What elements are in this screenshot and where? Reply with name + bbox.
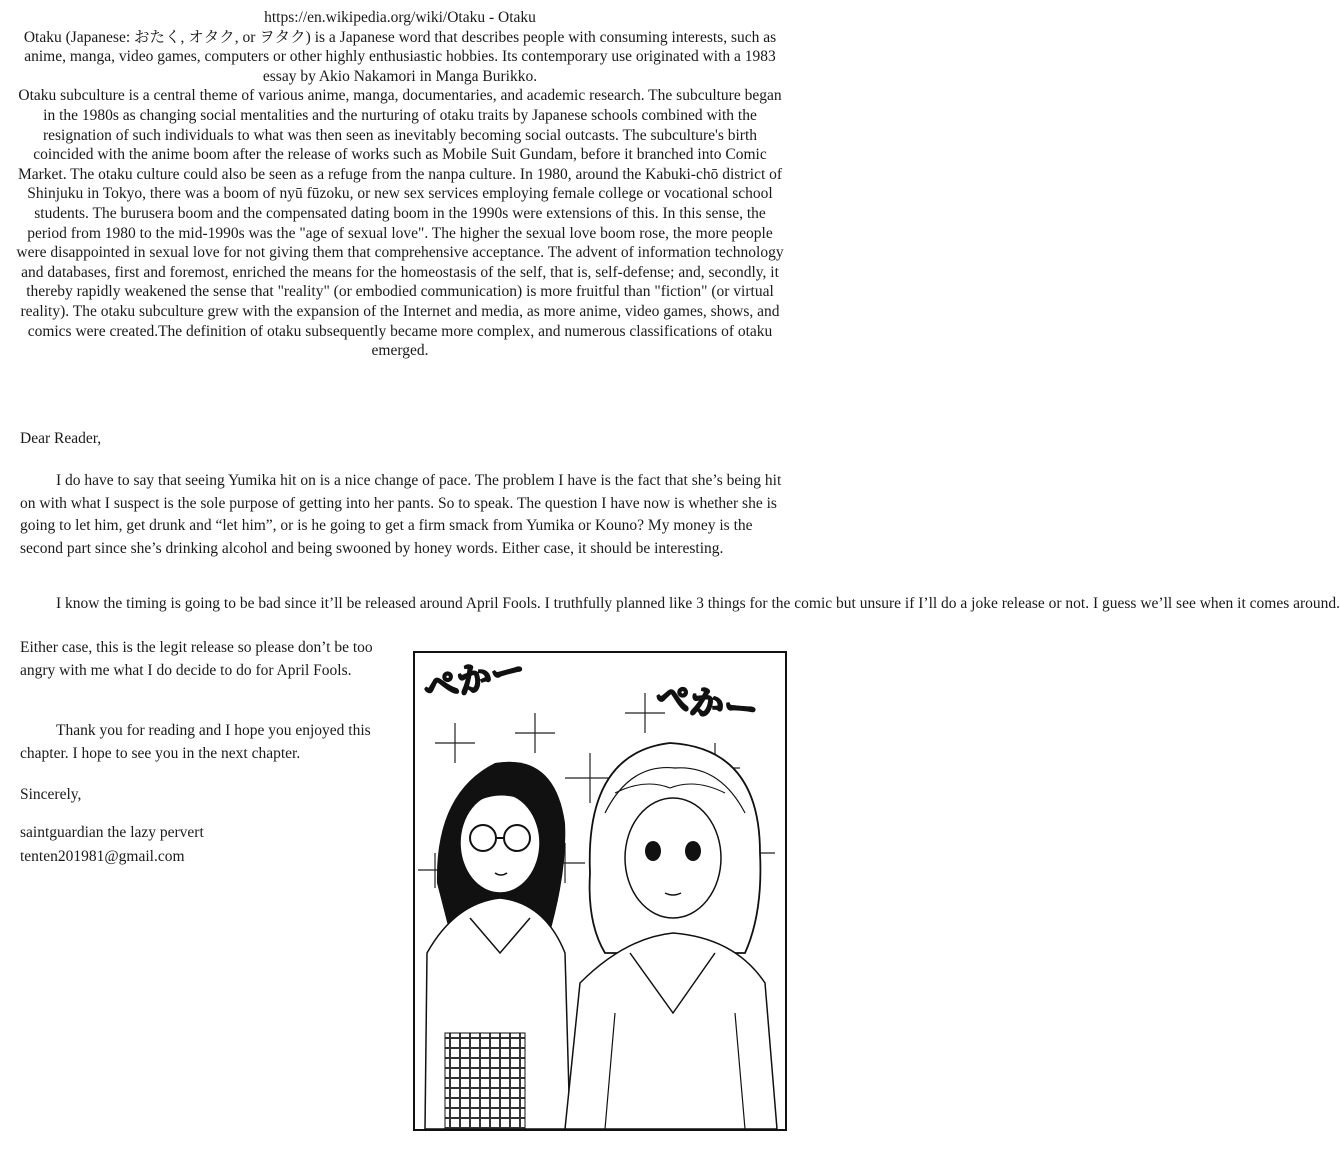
letter-paragraph-2-rest: Either case, this is the legit release so please don’t be too angry with me what I do decide to do for April Fools. [20, 639, 373, 679]
letter-salutation: Dear Reader, [20, 430, 102, 447]
contact-email: tenten201981@gmail.com [20, 848, 185, 865]
sfx-right: ぺかー [653, 677, 761, 732]
letter-paragraph-1: I do have to say that seeing Yumika hit on is a nice change of pace. The problem I have is the fact that she’s being hit on with what I suspect is the sole purpose of getting into her pants. So to speak. The question I have now is whether she is going to let him, get drunk and “let him”, or is he going to get a firm smack from Yumika or Kouno? My money is the second part since she’s drinking alcohol and being swooned by honey words. Either case, it should be interesting. [20, 472, 782, 557]
manga-illustration [415, 649, 785, 1129]
letter-paragraph-2-line-1: I know the timing is going to be bad since it’ll be released around April Fools. I truthfully planned like 3 things for the comic but unsure if I’ll do a joke release or not. I guess we’ll see when it comes around. [56, 595, 1340, 612]
source-url-line: https://en.wikipedia.org/wiki/Otaku - Otaku [264, 9, 536, 26]
girl-with-glasses [425, 762, 570, 1129]
excerpt-paragraph-2: Otaku subculture is a central theme of various anime, manga, documentaries, and academic research. The subculture began in the 1980s as changing social mentalities and the nurturing of otaku traits by Japanese schools combined with the resignation of such individuals to what was then seen as inevitably becoming social outcasts. The subculture's birth coincided with the anime boom after the release of works such as Mobile Suit Gundam, before it branched into Comic Market. The otaku culture could also be seen as a refuge from the nanpa culture. In 1980, around the Kabuki-chō district of Shinjuku in Tokyo, there was a boom of nyū fūzoku, or new sex services employing female college or vocational school students. The burusera boom and the compensated dating boom in the 1990s were extensions of this. In this sense, the period from 1980 to the mid-1990s was the "age of sexual love". The higher the sexual love boom rose, the more people were disappointed in sexual love for not giving them that comprehensive acceptance. The advent of information technology and databases, first and foremost, enriched the means for the homeostasis of the self, that is, self-defense; and, secondly, it thereby rapidly weakened the sense that "reality" (or embodied communication) is more fruitful than "fiction" (or virtual reality). The otaku subculture grew with the expansion of the Internet and media, as more anime, video games, shows, and comics were created.The definition of otaku subsequently became more complex, and numerous classifications of otaku emerged. [16, 87, 784, 360]
letter-signature: saintguardian the lazy pervert [20, 824, 204, 841]
girl-with-curly-hair [565, 743, 777, 1129]
wikipedia-excerpt [14, 8, 786, 361]
letter-paragraph-3: Thank you for reading and I hope you enjoyed this chapter. I hope to see you in the next chapter. [20, 722, 371, 762]
manga-panel [413, 651, 787, 1131]
letter-closing: Sincerely, [20, 786, 82, 803]
excerpt-paragraph-1: Otaku (Japanese: おたく, オタク, or ヲタク) is a Japanese word that describes people with consuming interests, such as anime, manga, video games, computers or other highly enthusiastic hobbies. Its contemporary use originated with a 1983 essay by Akio Nakamori in Manga Burikko. [23, 28, 777, 85]
sfx-left: ぺかー [420, 649, 529, 710]
